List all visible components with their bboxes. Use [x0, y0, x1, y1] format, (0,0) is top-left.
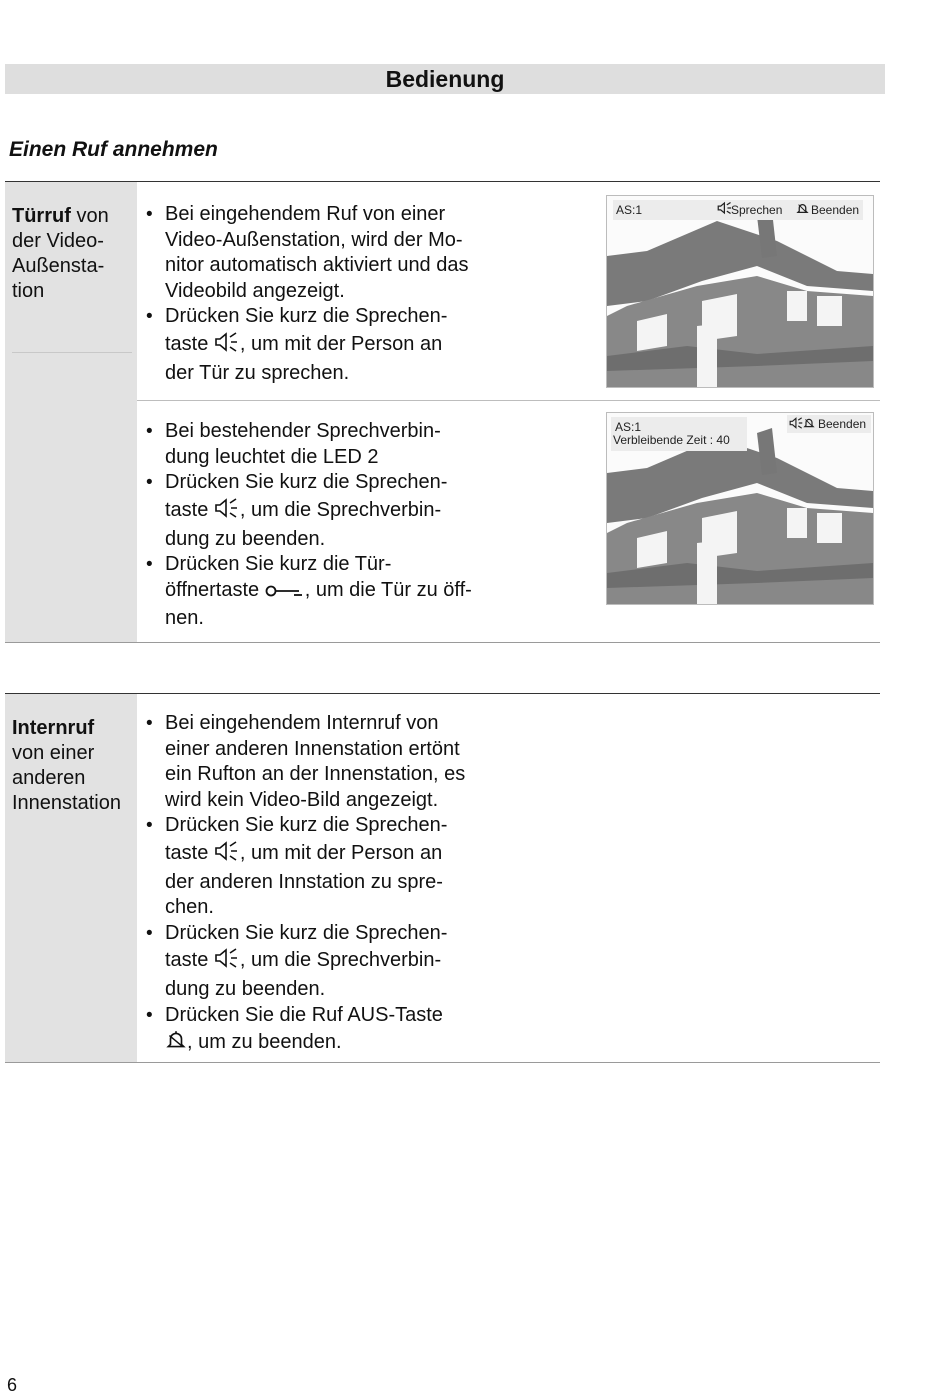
text-line: der anderen Innstation zu spre-: [165, 870, 443, 893]
table-bottom-rule: [5, 1062, 880, 1063]
text-line: [165, 946, 506, 977]
text-line: der Tür zu sprechen.: [165, 361, 350, 384]
bell-off-icon: [803, 417, 815, 432]
table-bottom-rule: [5, 642, 880, 643]
row-label-internal-call: [12, 716, 121, 816]
label-line: tion: [12, 280, 45, 302]
text-line: [165, 839, 506, 870]
text-line: [165, 1028, 506, 1059]
station-indicator: AS:1: [615, 420, 642, 434]
bell-off-icon: [796, 202, 809, 218]
page-number: 6: [7, 1375, 18, 1395]
text-fragment: , um die Sprechverbin-: [239, 498, 442, 521]
internal-call-instructions: [146, 711, 506, 1059]
screen-osd-end: [787, 415, 871, 433]
station-indicator: AS:1: [616, 203, 643, 217]
speaker-talk-icon: [789, 416, 804, 433]
text-fragment: , um zu beenden.: [187, 1031, 342, 1053]
text-line: nen.: [165, 607, 204, 629]
page-header: [5, 64, 885, 94]
text-line: dung zu beenden.: [165, 978, 326, 1000]
list-item: [146, 711, 506, 813]
label-line: der Video-: [12, 230, 104, 252]
text-fragment: , um die Tür zu öff-: [304, 578, 472, 601]
speaker-talk-icon: [214, 497, 240, 527]
label-line: von einer: [12, 742, 95, 764]
speaker-talk-icon: [214, 947, 240, 977]
text-fragment: öffnertaste: [165, 578, 260, 601]
text-line: wird kein Video-Bild angezeigt.: [165, 788, 439, 811]
speaker-talk-icon: [214, 840, 240, 870]
text-line: • Drücken Sie kurz die Sprechen-: [165, 305, 448, 327]
label-bold: Internruf: [12, 717, 95, 739]
text-line: chen.: [165, 896, 214, 918]
bell-off-icon: [165, 1029, 187, 1059]
speaker-talk-icon: [214, 331, 240, 361]
list-item: [146, 419, 506, 470]
end-softkey-label: Beenden: [818, 417, 867, 431]
text-line: • Bei eingehendem Ruf von einer: [165, 203, 446, 225]
row-label-door-call: [12, 204, 109, 304]
text-fragment: , um mit der Person an: [239, 332, 443, 355]
end-softkey-label: Beenden: [811, 203, 860, 217]
talk-softkey-label: Sprechen: [731, 203, 783, 217]
text-fragment: taste: [165, 841, 209, 864]
text-fragment: , um die Sprechverbin-: [239, 949, 442, 971]
screen-osd-status: [611, 417, 747, 451]
text-line: • Drücken Sie kurz die Tür-: [165, 553, 392, 575]
text-line: • Bei eingehendem Internruf von: [165, 712, 439, 734]
door-call-instructions-1: [146, 202, 506, 386]
list-item: [146, 921, 506, 1003]
list-item: [146, 1003, 506, 1060]
text-line: • Drücken Sie kurz die Sprechen-: [165, 471, 448, 493]
text-line: • Bei bestehender Sprechverbin-: [165, 420, 441, 442]
text-line: [165, 578, 506, 607]
list-item: [146, 470, 506, 552]
house-image: [607, 196, 873, 387]
list-item: [146, 813, 506, 921]
screen-osd-bar: [613, 200, 863, 220]
door-opener-key-icon: [265, 581, 305, 607]
text-fragment: taste: [165, 498, 209, 521]
list-item: [146, 304, 506, 386]
text-fragment: , um mit der Person an: [239, 841, 443, 864]
text-line: [165, 496, 506, 527]
text-line: • Drücken Sie kurz die Sprechen-: [165, 814, 448, 836]
section-title: Einen Ruf annehmen: [9, 138, 218, 161]
text-fragment: taste: [165, 949, 209, 971]
text-line: Videobild angezeigt.: [165, 279, 345, 302]
list-item: [146, 202, 506, 304]
label-line: Außensta-: [12, 255, 105, 277]
text-line: Video-Außenstation, wird der Mo-: [165, 228, 463, 251]
text-line: einer anderen Innenstation ertönt: [165, 737, 460, 760]
text-line: dung leuchtet die LED 2: [165, 445, 379, 468]
label-line: Innenstation: [12, 792, 121, 814]
text-fragment: taste: [165, 332, 209, 355]
text-line: • Drücken Sie kurz die Sprechen-: [165, 921, 448, 944]
text-line: nitor automatisch aktiviert und das: [165, 254, 469, 276]
text-line: ein Rufton an der Innenstation, es: [165, 763, 466, 785]
text-line: • Drücken Sie die Ruf AUS-Taste: [165, 1003, 443, 1026]
door-call-instructions-2: [146, 419, 506, 632]
label-line: anderen: [12, 767, 86, 789]
list-item: [146, 552, 506, 632]
monitor-screen-preview-2: [606, 412, 874, 605]
page-title: Bedienung: [385, 66, 505, 92]
row-divider: [137, 400, 880, 401]
monitor-screen-preview-1: [606, 195, 874, 388]
remaining-time: Verbleibende Zeit : 40: [613, 433, 730, 447]
text-line: dung zu beenden.: [165, 527, 326, 550]
label-divider: [12, 352, 132, 353]
text-line: [165, 330, 506, 361]
label-bold: Türruf von: [12, 205, 109, 227]
